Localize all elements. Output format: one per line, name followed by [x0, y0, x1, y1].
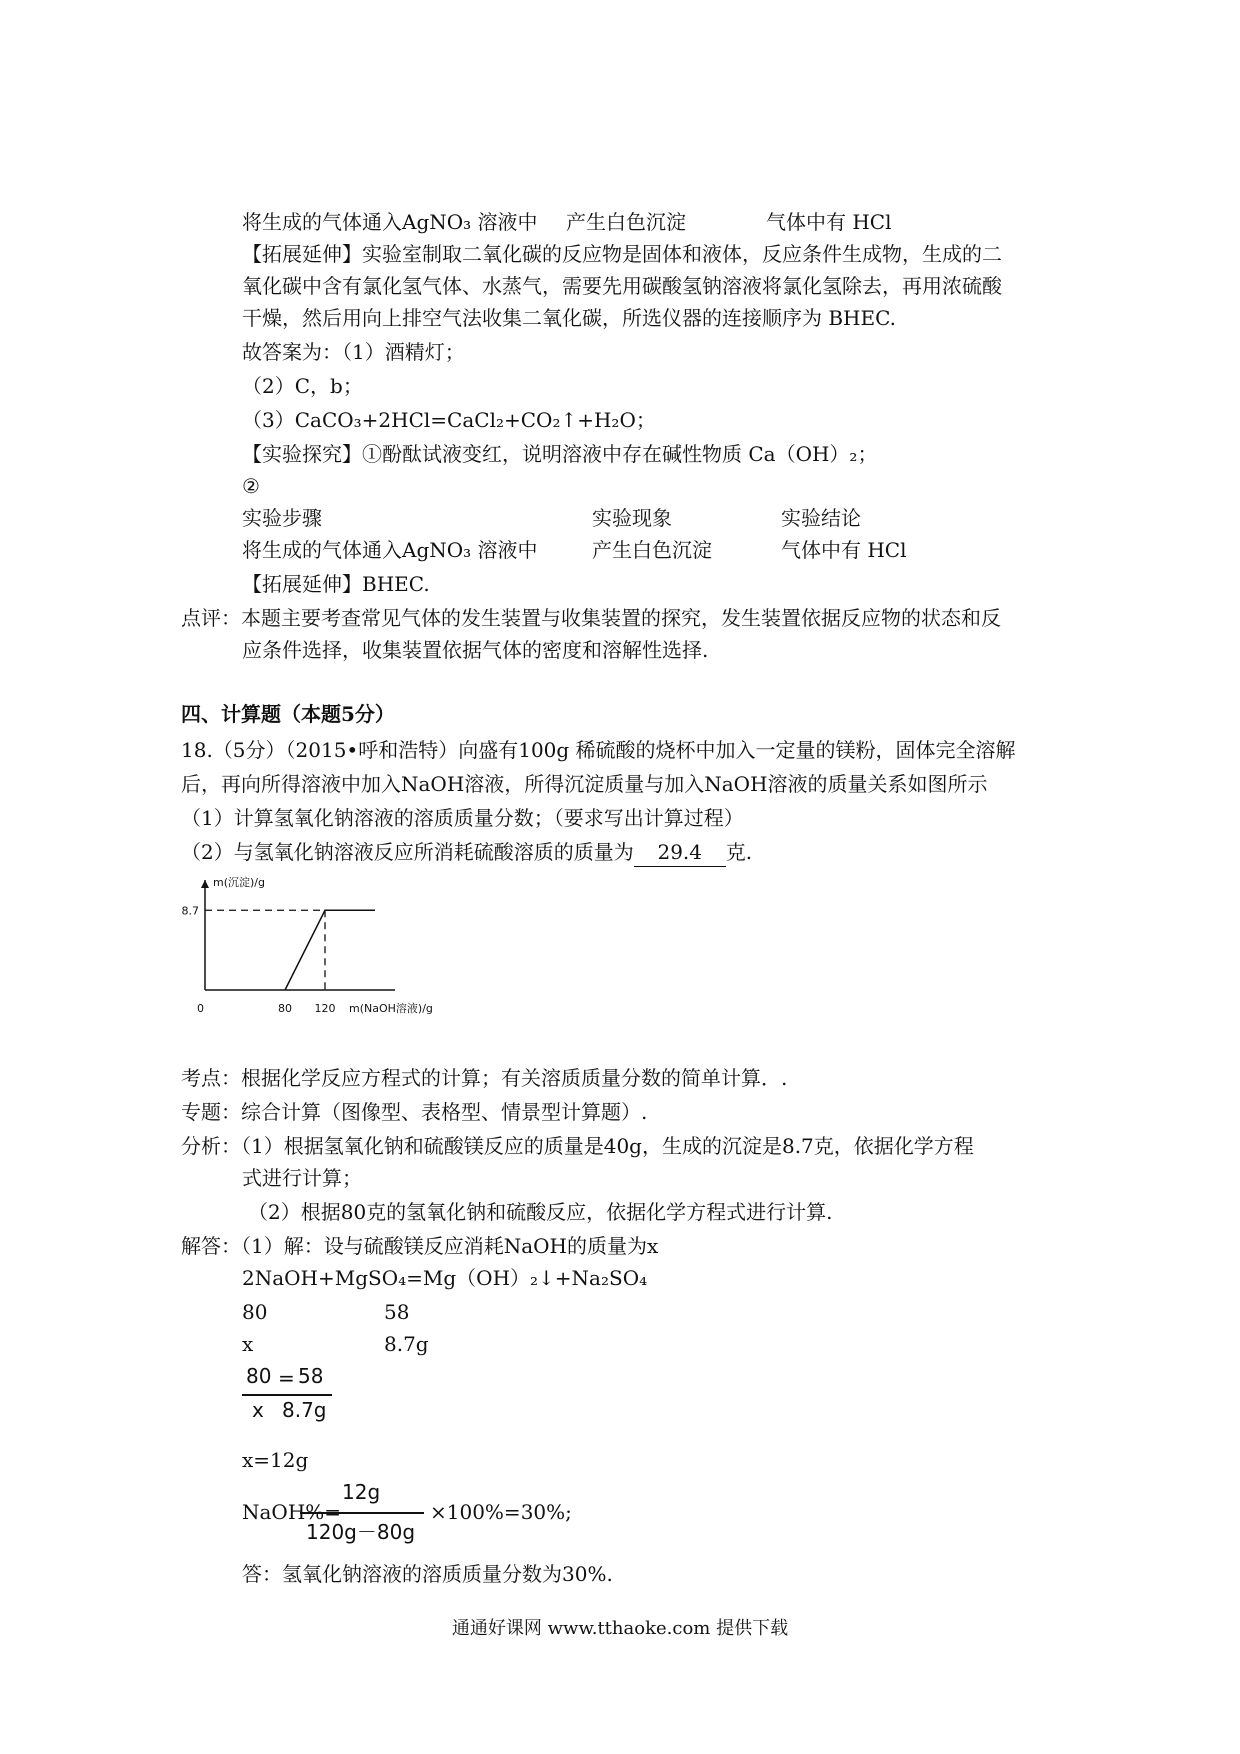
answer-table-header-phenomenon: 实验现象 — [592, 506, 672, 530]
table-cell-phenomenon: 产生白色沉淀 — [566, 210, 686, 234]
solution-conclusion: 答：氢氧化钠溶液的溶质质量分数为30%. — [242, 1562, 613, 1586]
fenxi-line-1b: 式进行计算； — [242, 1166, 362, 1190]
extension-line-1: 【拓展延伸】实验室制取二氧化碳的反应物是固体和液体，反应条件生成物，生成的二 — [242, 242, 1002, 266]
answer-line-1: 故答案为：（1）酒精灯； — [242, 340, 465, 364]
x-tick-label: 120 — [314, 1002, 336, 1015]
pct-prefix: NaOH%= — [242, 1500, 342, 1524]
solution-row-b-1: x — [242, 1332, 254, 1356]
section-title: 四、计算题（本题5分） — [181, 702, 395, 726]
answer-table-cell-phenomenon: 产生白色沉淀 — [592, 538, 712, 562]
zhuanti: 专题：综合计算（图像型、表格型、情景型计算题）. — [181, 1100, 648, 1124]
comment-line-1: 点评：本题主要考查常见气体的发生装置与收集装置的探究，发生装置依据反应物的状态和反 — [181, 606, 1001, 630]
fenxi-line-1: 分析：（1）根据氢氧化钠和硫酸镁反应的质量是40g，生成的沉淀是8.7克，依据化学方程 — [181, 1134, 974, 1158]
answer-table-header-step: 实验步骤 — [242, 506, 322, 530]
proportion-fraction — [242, 1364, 342, 1434]
solution-row-a-2: 58 — [384, 1300, 410, 1324]
question-line-4 — [181, 838, 752, 867]
answer-line-4: 【实验探究】①酚酞试液变红，说明溶液中存在碱性物质 Ca（OH）₂； — [242, 442, 878, 466]
origin-label: 0 — [197, 1002, 204, 1015]
answer-line-5: ② — [242, 474, 260, 498]
pct-fraction — [300, 1480, 426, 1550]
fenxi-line-2: （2）根据80克的氢氧化钠和硫酸反应，依据化学方程式进行计算. — [248, 1200, 833, 1224]
table-cell-conclusion: 气体中有 HCl — [766, 210, 892, 234]
y-tick-label: 8.7 — [181, 904, 199, 918]
x-tick-label: 80 — [278, 1002, 292, 1015]
answer-line-2: （2）C，b； — [242, 374, 363, 398]
pct-suffix: ×100%=30%; — [430, 1500, 572, 1524]
question-line-1: 18.（5分）（2015•呼和浩特）向盛有100g 稀硫酸的烧杯中加入一定量的镁粉，固体完全溶解 — [181, 738, 1016, 762]
answer-line-3: （3）CaCO₃+2HCl=CaCl₂+CO₂↑+H₂O； — [242, 408, 656, 432]
precipitate-chart — [175, 870, 465, 1020]
extension-line-2: 氧化碳中含有氯化氢气体、水蒸气，需要先用碳酸氢钠溶液将氯化氢除去，再用浓硫酸 — [242, 274, 1002, 298]
table-cell-step: 将生成的气体通入AgNO₃ 溶液中 — [242, 210, 538, 234]
solution-equation: 2NaOH+MgSO₄=Mg（OH）₂↓+Na₂SO₄ — [242, 1266, 648, 1290]
answer-table-cell-step: 将生成的气体通入AgNO₃ 溶液中 — [242, 538, 538, 562]
x-result: x=12g — [242, 1448, 309, 1472]
pct-numerator: 12g — [342, 1480, 381, 1504]
y-axis-label: m(沉淀)/g — [213, 876, 265, 889]
proportion-left-numerator: 80 — [246, 1364, 272, 1388]
answer-table-cell-conclusion: 气体中有 HCl — [781, 538, 907, 562]
series-line — [285, 910, 375, 990]
question-part2-text: （2）与氢氧化钠溶液反应所消耗硫酸溶质的质量为 — [181, 840, 634, 864]
answer-blank: 29.4 — [634, 838, 726, 867]
solution-intro: 解答：（1）解：设与硫酸镁反应消耗NaOH的质量为x — [181, 1234, 659, 1258]
proportion-right-numerator: 58 — [298, 1364, 324, 1388]
page-footer: 通通好课网 www.tthaoke.com 提供下载 — [451, 1618, 789, 1639]
y-axis-arrow — [201, 880, 209, 888]
x-axis-label: m(NaOH溶液)/g — [349, 1002, 433, 1015]
solution-row-a-1: 80 — [242, 1300, 268, 1324]
answer-extension: 【拓展延伸】BHEC. — [242, 572, 430, 596]
pct-fraction-bar — [300, 1512, 424, 1514]
question-part2-unit: 克. — [725, 840, 753, 864]
question-line-3: （1）计算氢氧化钠溶液的溶质质量分数；（要求写出计算过程） — [181, 806, 744, 830]
proportion-right-denominator: 8.7g — [282, 1398, 327, 1422]
fraction-bar — [242, 1394, 332, 1396]
answer-table-header-conclusion: 实验结论 — [781, 506, 861, 530]
solution-row-b-2: 8.7g — [384, 1332, 429, 1356]
pct-denominator: 120g－80g — [306, 1520, 416, 1544]
question-line-2: 后，再向所得溶液中加入NaOH溶液，所得沉淀质量与加入NaOH溶液的质量关系如图所示 — [181, 772, 988, 796]
proportion-equals: = — [278, 1366, 295, 1390]
kaodian: 考点：根据化学反应方程式的计算；有关溶质质量分数的简单计算．. — [181, 1066, 788, 1090]
comment-line-2: 应条件选择，收集装置依据气体的密度和溶解性选择. — [242, 638, 709, 662]
extension-line-3: 干燥，然后用向上排空气法收集二氧化碳，所选仪器的连接顺序为 BHEC. — [242, 306, 897, 330]
proportion-left-denominator: x — [252, 1398, 264, 1422]
